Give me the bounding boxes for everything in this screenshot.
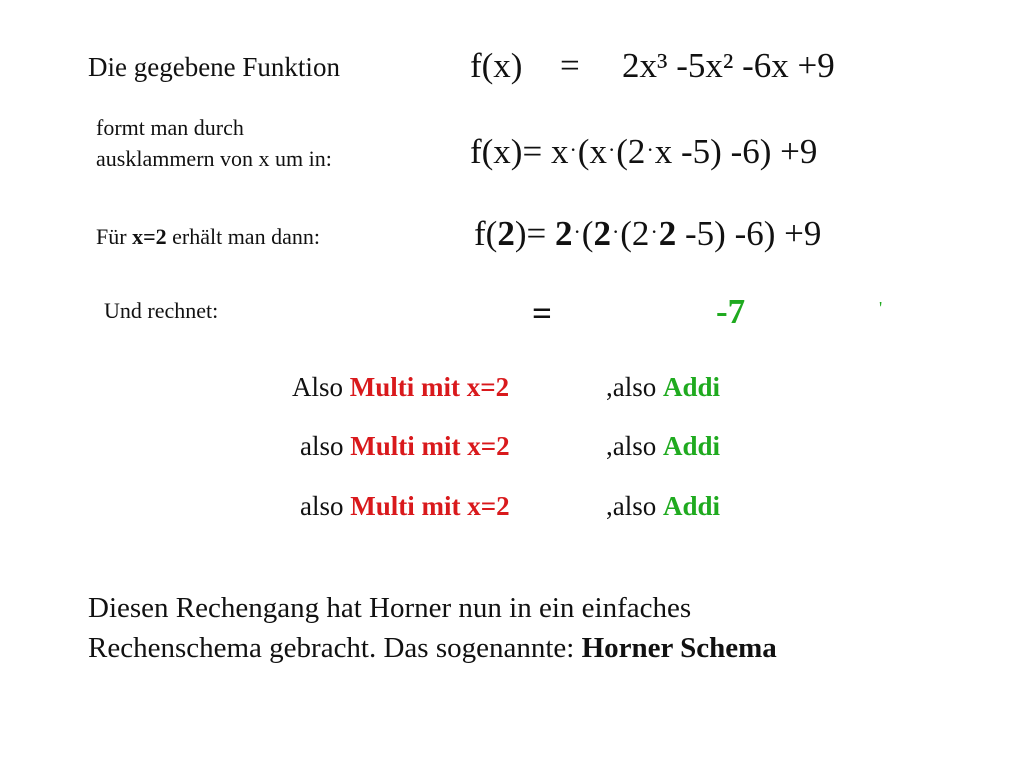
step-addi: Addi xyxy=(663,372,721,402)
sub-value-2: 2 xyxy=(554,214,573,253)
polynomial-expression: 2x³ -5x² -6x +9 xyxy=(622,46,835,85)
factored-term-4: x -5) -6) +9 xyxy=(654,132,818,171)
summary-line-2 xyxy=(88,628,777,668)
substitution-label-value: x=2 xyxy=(132,224,167,249)
given-function-label: Die gegebene Funktion xyxy=(88,52,340,82)
sub-eq-close: )= xyxy=(514,214,547,253)
step-addi: Addi xyxy=(663,491,721,521)
step-2-addi xyxy=(606,431,720,462)
compute-label: Und rechnet: xyxy=(104,298,219,323)
step-prefix: Also xyxy=(292,372,350,402)
substituted-expression xyxy=(474,214,821,254)
sub-paren-2: (2 xyxy=(620,214,650,253)
factored-term-1: x xyxy=(550,132,569,171)
step-multi: Multi mit x=2 xyxy=(349,372,510,402)
factored-term-3: (2 xyxy=(616,132,646,171)
substitution-label-suffix: erhält man dann: xyxy=(166,224,320,249)
multiply-dot-icon: · xyxy=(646,137,654,162)
step-multi: Multi mit x=2 xyxy=(350,431,510,461)
step-multi: Multi mit x=2 xyxy=(350,491,510,521)
multiply-dot-icon: · xyxy=(650,219,658,244)
sub-value-3: 2 xyxy=(593,214,611,253)
multiply-dot-icon: · xyxy=(607,137,616,162)
factored-term-2: (x xyxy=(577,132,607,171)
multiply-dot-icon: · xyxy=(569,137,577,162)
result-mark: ' xyxy=(879,298,883,318)
factoring-label-line2: ausklammern von x um in: xyxy=(96,146,332,171)
sub-value-4: 2 xyxy=(658,214,677,253)
step-addi-prefix: ,also xyxy=(606,431,663,461)
multiply-dot-icon: · xyxy=(573,219,581,244)
substitution-label xyxy=(96,224,320,250)
summary-paragraph xyxy=(88,588,777,668)
sub-f-open: f( xyxy=(474,214,498,253)
function-lhs: f(x) xyxy=(470,46,523,85)
summary-line-1: Diesen Rechengang hat Horner nun in ein einfaches xyxy=(88,592,692,624)
step-1 xyxy=(292,372,509,403)
substitution-label-prefix: Für xyxy=(96,224,133,249)
sub-tail: -5) -6) +9 xyxy=(685,214,822,253)
equals-sign: = xyxy=(560,46,580,85)
step-3 xyxy=(300,491,510,522)
step-addi-prefix: ,also xyxy=(606,491,663,521)
step-1-addi xyxy=(606,372,720,403)
factored-fx: f(x)= xyxy=(470,132,543,171)
horner-schema-term: Horner Schema xyxy=(581,632,777,664)
step-3-addi xyxy=(606,491,720,522)
result-value: -7 xyxy=(716,292,746,331)
factoring-label-line1: formt man durch xyxy=(96,115,244,140)
step-prefix: also xyxy=(300,431,351,461)
step-addi-prefix: ,also xyxy=(606,372,663,402)
step-prefix: also xyxy=(300,491,351,521)
result-equals-sign: = xyxy=(532,294,552,333)
factoring-label xyxy=(96,112,332,174)
sub-paren-1: ( xyxy=(581,214,594,253)
multiply-dot-icon: · xyxy=(611,219,620,244)
step-2 xyxy=(300,431,510,462)
factored-expression xyxy=(470,132,817,172)
summary-line-2-text: Rechenschema gebracht. Das sogenannte: xyxy=(88,632,582,664)
sub-value-1: 2 xyxy=(497,214,515,253)
step-addi: Addi xyxy=(663,431,721,461)
